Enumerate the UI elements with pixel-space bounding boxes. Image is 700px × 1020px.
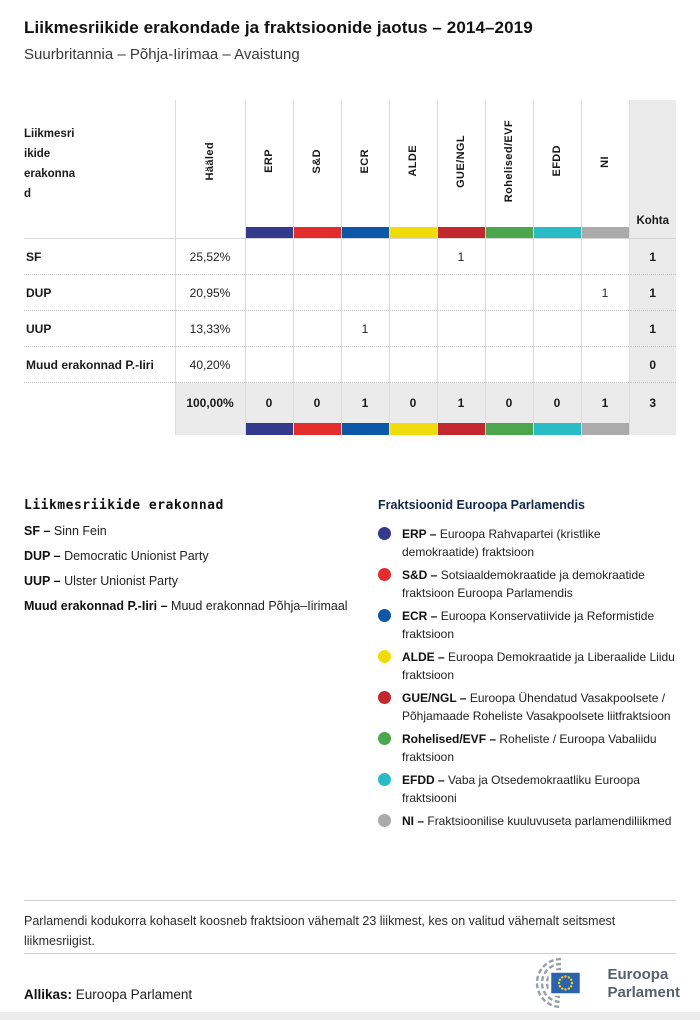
legend-item-sf: SF – Sinn Fein <box>24 524 107 538</box>
color-swatch-alde <box>389 423 437 435</box>
erp-color-dot-icon <box>378 527 391 540</box>
page-subtitle: Suurbritannia – Põhja-Iirimaa – Avaistung <box>24 46 300 63</box>
parties-legend-heading: Liikmesriikide erakonnad <box>24 498 224 513</box>
guengl-color-dot-icon <box>378 691 391 704</box>
ni-color-dot-icon <box>378 814 391 827</box>
color-swatch-erp <box>245 227 293 239</box>
column-header-guengl: GUE/NGL <box>437 100 485 227</box>
table-header-row <box>24 100 676 227</box>
legend-item-efdd: EFDD – Vaba ja Otsedemokraatliku Euroopa fraktsiooni <box>378 771 680 807</box>
divider <box>24 953 676 954</box>
legend-item-greens: Rohelised/EVF – Roheliste / Euroopa Vabaliidu fraktsioon <box>378 730 680 766</box>
seats-value: 1 <box>629 239 676 275</box>
column-header-alde: ALDE <box>389 100 437 227</box>
legend-item-sd: S&D – Sotsiaaldemokraatide ja demokraatide fraktsioon Euroopa Parlamendis <box>378 566 680 602</box>
page-title: Liikmesriikide erakondade ja fraktsioonide jaotus – 2014–2019 <box>24 18 533 37</box>
column-header-ecr: ECR <box>341 100 389 227</box>
color-swatch-sd <box>293 227 341 239</box>
party-name: SF <box>24 239 175 275</box>
votes-value: 13,33% <box>175 311 245 347</box>
column-header-greens: Rohelised/EVF <box>485 100 533 227</box>
eu-flag-icon <box>550 972 581 995</box>
table-row-other <box>24 347 676 383</box>
greens-color-dot-icon <box>378 732 391 745</box>
legend-item-other: Muud erakonnad P.-Iiri – Muud erakonnad Põhja–Iirimaal <box>24 599 348 613</box>
color-swatch-ecr <box>341 227 389 239</box>
source-line <box>24 987 192 1002</box>
footnote: Parlamendi kodukorra kohaselt koosneb fraktsioon vähemalt 23 liikmest, kes on valitud vähemalt seitsmest liikmesriigist. <box>24 914 616 948</box>
color-swatch-greens <box>485 423 533 435</box>
legend-item-uup: UUP – Ulster Unionist Party <box>24 574 179 588</box>
party-name: UUP <box>24 311 175 347</box>
sd-color-dot-icon <box>378 568 391 581</box>
color-swatch-alde <box>389 227 437 239</box>
column-header-erp: ERP <box>245 100 293 227</box>
logo-wordmark: Euroopa Parlament <box>607 966 680 1001</box>
alde-color-dot-icon <box>378 650 391 663</box>
color-swatch-ni <box>581 423 629 435</box>
efdd-color-dot-icon <box>378 773 391 786</box>
table-row-uup: UUP 13,33% 1 1 <box>24 311 676 347</box>
source-value: Euroopa Parlament <box>75 987 193 1002</box>
votes-value: 20,95% <box>175 275 245 311</box>
parliament-hemicycle-icon <box>509 956 599 1012</box>
divider <box>24 900 676 901</box>
ecr-color-dot-icon <box>378 609 391 622</box>
legend-item-alde: ALDE – Euroopa Demokraatide ja Liberaalide Liidu fraktsioon <box>378 648 680 684</box>
european-parliament-logo <box>509 956 680 1012</box>
total-seats: 3 <box>629 383 676 424</box>
seats-value: 1 <box>629 275 676 311</box>
color-swatch-guengl <box>437 423 485 435</box>
column-header-efdd: EFDD <box>533 100 581 227</box>
table-row-sf: SF 25,52% 1 1 <box>24 239 676 275</box>
bottom-edge-bar <box>0 1012 700 1020</box>
color-swatch-ecr <box>341 423 389 435</box>
party-name: DUP <box>24 275 175 311</box>
table-total-row: 100,00% 0 0 1 0 1 0 0 1 3 <box>24 383 676 424</box>
votes-value: 40,20% <box>175 347 245 383</box>
legend-item-erp: ERP – Euroopa Rahvapartei (kristlike demokraatide) fraktsioon <box>378 525 680 561</box>
votes-value: 25,52% <box>175 239 245 275</box>
table-row-dup: DUP 20,95% 1 1 <box>24 275 676 311</box>
distribution-table <box>24 100 676 435</box>
column-header-sd: S&D <box>293 100 341 227</box>
source-label: Allikas: <box>24 987 73 1002</box>
seats-value: 1 <box>629 311 676 347</box>
color-swatch-guengl <box>437 227 485 239</box>
faction-color-strip-top <box>24 227 676 239</box>
faction-color-strip-bottom <box>24 423 676 435</box>
column-header-parties: Liikmesri ikide erakonna d <box>24 127 76 200</box>
factions-legend <box>378 498 680 835</box>
column-header-seats: Kohta <box>629 100 676 227</box>
color-swatch-efdd <box>533 423 581 435</box>
factions-legend-heading: Fraktsioonid Euroopa Parlamendis <box>378 498 585 512</box>
color-swatch-sd <box>293 423 341 435</box>
party-name: Muud erakonnad P.-Iiri <box>24 347 175 383</box>
column-header-ni: NI <box>581 100 629 227</box>
seats-value: 0 <box>629 347 676 383</box>
legend-item-ecr: ECR – Euroopa Konservatiivide ja Reformistide fraktsioon <box>378 607 680 643</box>
column-header-votes: Hääled <box>175 100 245 227</box>
legend-item-guengl: GUE/NGL – Euroopa Ühendatud Vasakpoolsete / Põhjamaade Roheliste Vasakpoolsete liitfraktsioon <box>378 689 680 725</box>
color-swatch-erp <box>245 423 293 435</box>
color-swatch-ni <box>581 227 629 239</box>
total-votes: 100,00% <box>175 383 245 424</box>
parties-legend <box>24 498 356 613</box>
color-swatch-greens <box>485 227 533 239</box>
legend-item-dup: DUP – Democratic Unionist Party <box>24 549 209 563</box>
legend-item-ni: NI – Fraktsioonilise kuuluvuseta parlamendiliikmed <box>378 812 680 830</box>
color-swatch-efdd <box>533 227 581 239</box>
